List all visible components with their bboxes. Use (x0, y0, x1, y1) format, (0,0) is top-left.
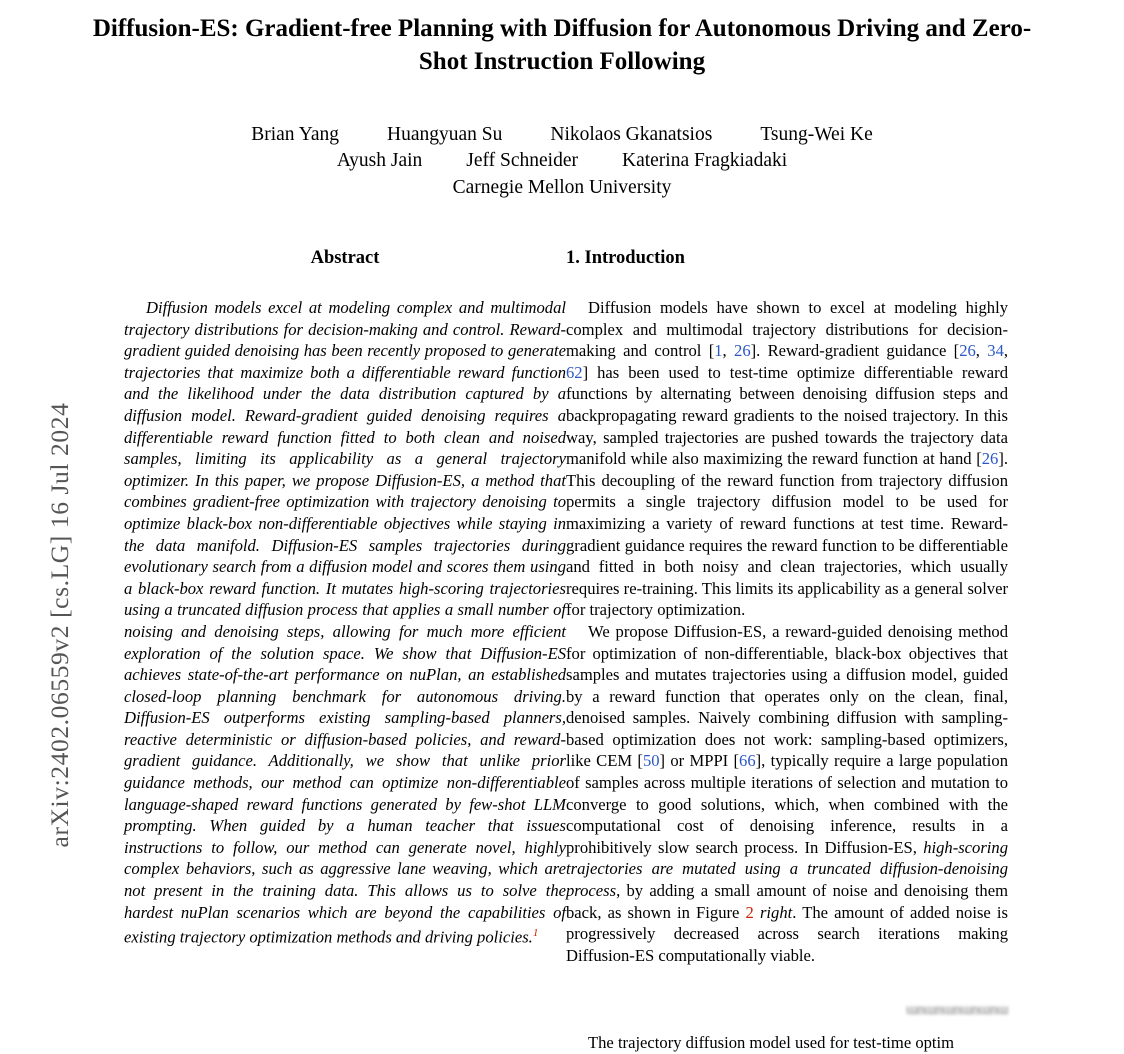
author-row-1 (80, 122, 1044, 148)
intro-p1-seg-d: , (975, 341, 988, 361)
intro-p1-seg-e: , (1003, 341, 1009, 361)
figure-reference[interactable]: 2 (745, 902, 754, 922)
author-list (80, 122, 1044, 201)
author-name: Nikolaos Gkanatsios (550, 124, 713, 145)
citation-link[interactable]: 62 (566, 362, 583, 382)
citation-link[interactable]: 26 (734, 341, 751, 361)
author-name: Katerina Fragkiadaki (622, 150, 788, 171)
affiliation: Carnegie Mellon University (452, 177, 672, 198)
intro-p2-seg-f: . The amount of added noise is progressively decreased across search iterations making Diffusion-ES computationally viable. (566, 902, 1008, 965)
intro-p2-seg-d: , by adding a small amount of noise and denoising them back, as shown in Figure (566, 881, 1008, 922)
intro-p2-seg-a: We propose Diffusion-ES, a reward-guided denoising method for optimization of non-differentiable, black-box objectives that samples and mutates trajectories using a diffusion model, guided by a reward function that operates only on the clean, final, denoised samples. Naively combining diffusion with sampling-based optimization does not work: sampling-based optimizers, like CEM [ (566, 621, 1008, 771)
abstract-heading: Abstract (310, 248, 380, 268)
intro-p1-seg-b: , (722, 341, 735, 361)
intro-p2-emphasis-1: high-scoring trajectories are mutated using a truncated diffusion-denoising process (566, 837, 1008, 901)
page-title: Diffusion-ES: Gradient-free Planning with Diffusion for Autonomous Driving and Zero-Shot Instruction Following (92, 15, 1032, 75)
intro-p1-seg-g: ]. This decoupling of the reward function from trajectory diffusion permits a single trajectory diffusion model to be used for maximizing a variety of reward functions at test time. Reward-gradient guidance requires the reward function to be differentiable and fitted in both noisy and clean trajectories, which usually requires re-training. This limits its applicability as a general solver for trajectory optimization. (566, 449, 1008, 620)
citation-link[interactable]: 66 (739, 751, 756, 771)
author-name: Huangyuan Su (387, 124, 503, 145)
introduction-heading: 1. Introduction (566, 248, 685, 268)
intro-p1-seg-a: Diffusion models have shown to excel at modeling highly complex and multimodal trajectory distributions for decision-making and control [ (566, 298, 1008, 361)
footnote-marker: 1 (532, 927, 539, 940)
author-name: Tsung-Wei Ke (760, 124, 873, 145)
intro-p1-seg-f: ] has been used to test-time optimize differentiable reward functions by alternating between denoising diffusion steps and backpropagating reward gradients to the noised trajectory. In this way, sampled trajectories are pushed towards the trajectory data manifold while also maximizing the reward function at hand [ (566, 362, 1008, 469)
introduction-column (566, 248, 1008, 966)
intro-paragraph-2 (566, 621, 1008, 967)
citation-link[interactable]: 1 (714, 341, 723, 361)
smudge-text: ɯnɯnɯnɯnɯnɯ (905, 1002, 1008, 1018)
intro-p2-seg-c: ], typically require a large population of samples across multiple iterations of selection and mutation to converge to good solutions, which, when combined with the computational cost of denoising inference, results in a prohibitively slow search process. In Diffusion-ES, (566, 751, 1008, 857)
author-name: Brian Yang (251, 124, 339, 145)
citation-link[interactable]: 50 (642, 751, 660, 771)
arxiv-stamp: arXiv:2402.06559v2 [cs.LG] 16 Jul 2024 (45, 402, 74, 848)
intro-p2-emphasis-2: right (759, 902, 793, 922)
intro-paragraph-3-clipped: The trajectory diffusion model used for test-time optim (588, 1033, 955, 1052)
abstract-text: Diffusion models excel at modeling complex and multimodal trajectory distributions for decision-making and control. Reward-gradient guided denoising has been recently proposed to generate trajectories that maximize both a differentiable reward function and the likelihood under the data distribution captured by a diffusion model. Reward-gradient guided denoising requires a differentiable reward function fitted to both clean and noised samples, limiting its applicability as a general trajectory optimizer. In this paper, we propose Diffusion-ES, a method that combines gradient-free optimization with trajectory denoising to optimize black-box non-differentiable objectives while staying in the data manifold. Diffusion-ES samples trajectories during evolutionary search from a diffusion model and scores them using a black-box reward function. It mutates high-scoring trajectories using a truncated diffusion process that applies a small number of noising and denoising steps, allowing for much more efficient exploration of the solution space. We show that Diffusion-ES achieves state-of-the-art performance on nuPlan, an established closed-loop planning benchmark for autonomous driving. Diffusion-ES outperforms existing sampling-based planners, reactive deterministic or diffusion-based policies, and reward-gradient guidance. Additionally, we show that unlike prior guidance methods, our method can optimize non-differentiable language-shaped reward functions generated by few-shot LLM prompting. When guided by a human teacher that issues instructions to follow, our method can generate novel, highly complex behaviors, such as aggressive lane weaving, which are not present in the training data. This allows us to solve the hardest nuPlan scenarios which are beyond the capabilities of existing trajectory optimization methods and driving policies. (124, 298, 566, 947)
author-name: Ayush Jain (336, 150, 423, 171)
abstract-body (124, 297, 566, 948)
abstract-column (124, 248, 566, 948)
intro-paragraph-1 (566, 297, 1008, 621)
introduction-body (566, 297, 1008, 966)
intro-p2-seg-b: ] or MPPI [ (659, 751, 740, 771)
intro-p1-seg-c: ]. Reward-gradient guidance [ (750, 341, 960, 361)
citation-link[interactable]: 26 (981, 449, 999, 469)
citation-link[interactable]: 26 (959, 341, 976, 361)
citation-link[interactable]: 34 (987, 341, 1004, 361)
author-row-2 (80, 148, 1044, 174)
author-name: Jeff Schneider (466, 150, 578, 171)
